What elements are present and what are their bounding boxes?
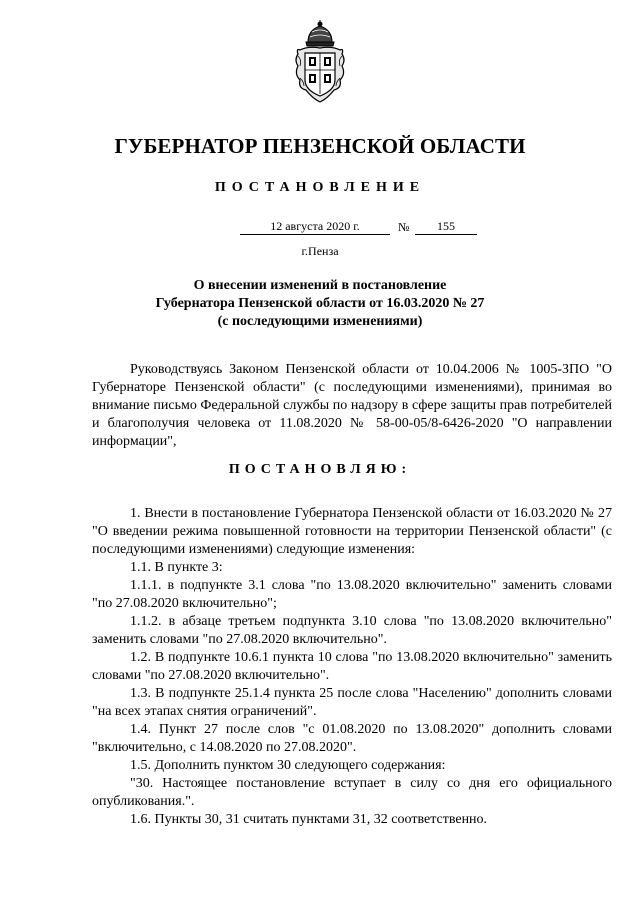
list-item: 1.5. Дополнить пунктом 30 следующего содержания: — [130, 758, 446, 773]
preamble-text: Руководствуясь Законом Пензенской области от 10.04.2006 № 1005-ЗПО "О Губернаторе Пензенской области" (с последующими изменениями), принимая во внимание письмо Федеральной службы по надзору в сфере защиты прав потребителей и благополучия человека от 11.08.2020 № 58-00-05/8-6426-2020 "О направлении информации", — [92, 362, 612, 449]
city: г.Пенза — [301, 244, 339, 258]
list-item: 1.2. В подпункте 10.6.1 пункта 10 слова "по 13.08.2020 включительно" заменить словами "по 27.08.2020 включительно". — [92, 650, 612, 683]
document-number: 155 — [415, 220, 477, 235]
title-line-2: Губернатора Пензенской области от 16.03.2020 № 27 — [155, 296, 485, 311]
number-sign: № — [398, 220, 410, 234]
decree-items — [92, 505, 612, 829]
preamble — [92, 361, 612, 451]
document-title — [0, 277, 640, 331]
list-item: 1.3. В подпункте 25.1.4 пункта 25 после слова "Населению" дополнить словами "на всех этапах снятия ограничений". — [92, 686, 612, 719]
organization-title: ГУБЕРНАТОР ПЕНЗЕНСКОЙ ОБЛАСТИ — [114, 134, 526, 158]
list-item: 1.4. Пункт 27 после слов "с 01.08.2020 по 13.08.2020" дополнить словами "включительно, с 14.08.2020 по 27.08.2020". — [92, 722, 612, 755]
list-item: 1. Внести в постановление Губернатора Пензенской области от 16.03.2020 № 27 "О введении режима повышенной готовности на территории Пензенской области" (с последующими изменениями) следующие изменения: — [92, 506, 612, 557]
list-item: 1.6. Пункты 30, 31 считать пунктами 31, 32 соответственно. — [130, 812, 488, 827]
list-item: 1.1.1. в подпункте 3.1 слова "по 13.08.2020 включительно" заменить словами "по 27.08.2020 включительно"; — [92, 578, 612, 611]
decree-heading: ПОСТАНОВЛЯЮ: — [228, 462, 412, 477]
document-type: ПОСТАНОВЛЕНИЕ — [214, 180, 426, 195]
title-line-1: О внесении изменений в постановление — [193, 278, 447, 293]
list-item: 1.1.2. в абзаце третьем подпункта 3.10 слова "по 13.08.2020 включительно" заменить словами "по 27.08.2020 включительно". — [92, 614, 612, 647]
list-item: "30. Настоящее постановление вступает в силу со дня его официального опубликования.". — [92, 776, 612, 809]
document-date: 12 августа 2020 г. — [240, 220, 390, 235]
list-item: 1.1. В пункте 3: — [130, 560, 223, 575]
title-line-3: (с последующими изменениями) — [217, 314, 423, 329]
coat-of-arms-emblem — [292, 20, 348, 104]
document-date-number-line — [0, 220, 640, 238]
